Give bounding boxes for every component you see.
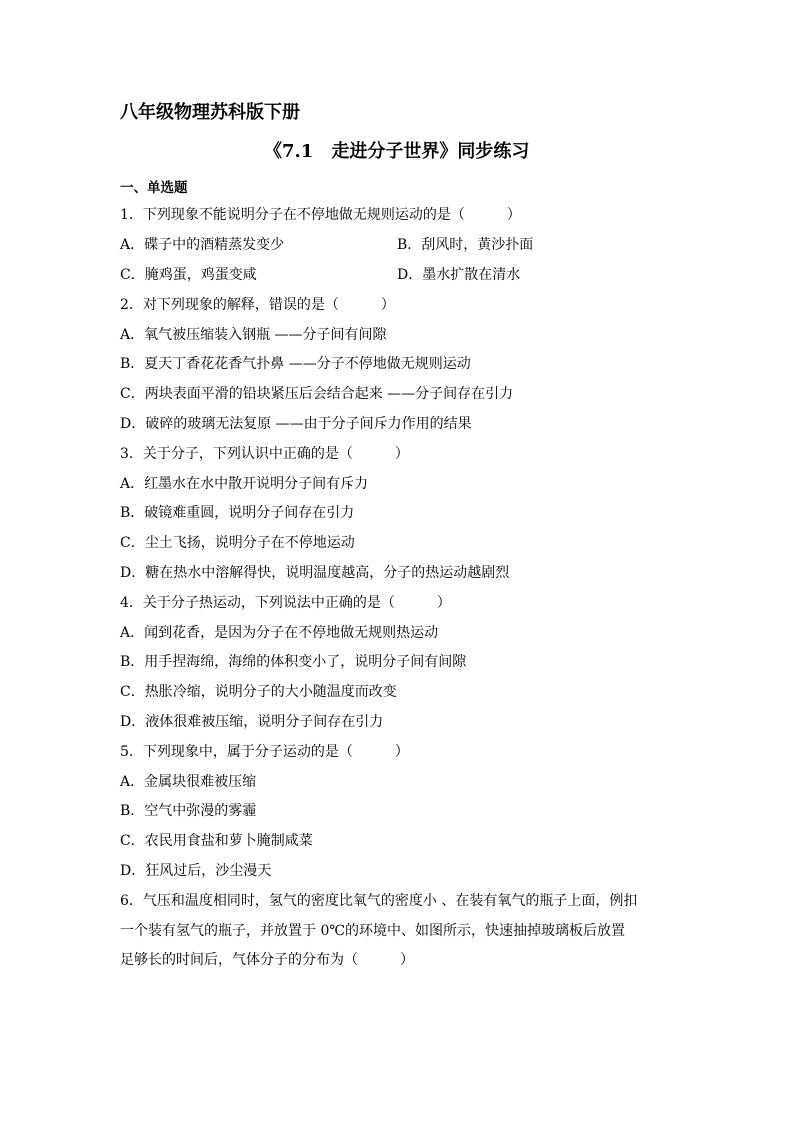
question-4-option-c: C．热胀冷缩，说明分子的大小随温度而改变	[120, 684, 397, 700]
question-1-option-b: B．刮风时，黄沙扑面	[397, 237, 534, 253]
question-1-option-c: C．腌鸡蛋，鸡蛋变咸	[120, 267, 257, 283]
question-4-option-d: D．液体很难被压缩，说明分子间存在引力	[120, 714, 384, 730]
question-6-stem-line-1: 6．气压和温度相同时，氢气的密度比氧气的密度小 、在装有氧气的瓶子上面，例扣	[120, 893, 638, 909]
question-5-option-c: C．农民用食盐和萝卜腌制咸菜	[120, 833, 313, 849]
question-2-option-a: A．氧气被压缩装入钢瓶 ——分子间有间隙	[120, 327, 387, 343]
grade-title: 八年级物理苏科版下册	[120, 102, 300, 123]
question-1-stem: 1．下列现象不能说明分子在不停地做无规则运动的是（ ）	[120, 207, 521, 223]
question-4-option-b: B．用手捏海绵，海绵的体积变小了，说明分子间有间隙	[120, 654, 467, 670]
question-6-stem-line-3: 足够长的时间后，气体分子的分布为（ ）	[120, 952, 414, 968]
question-3-option-a: A．红墨水在水中散开说明分子间有斥力	[120, 476, 369, 492]
question-5-option-a: A．金属块很难被压缩	[120, 774, 257, 790]
section-title: 一、单选题	[120, 180, 188, 196]
question-5-option-b: B．空气中弥漫的雾霾	[120, 803, 257, 819]
question-1-option-d: D．墨水扩散在清水	[397, 267, 521, 283]
question-4-option-a: A．闻到花香，是因为分子在不停地做无规则热运动	[120, 625, 439, 641]
question-5-option-d: D．狂风过后，沙尘漫天	[120, 863, 272, 879]
question-3-option-b: B．破镜难重圆，说明分子间存在引力	[120, 505, 355, 521]
question-2-option-b: B．夏天丁香花花香气扑鼻 ——分子不停地做无规则运动	[120, 356, 471, 372]
question-1-option-a: A．碟子中的酒精蒸发变少	[120, 237, 285, 253]
question-3-stem: 3．关于分子，下列认识中正确的是（ ）	[120, 446, 409, 462]
question-2-option-c: C．两块表面平滑的铅块紧压后会结合起来 ——分子间存在引力	[120, 386, 514, 402]
question-2-stem: 2．对下列现象的解释，错误的是（ ）	[120, 297, 395, 313]
question-4-stem: 4．关于分子热运动，下列说法中正确的是（ ）	[120, 595, 451, 611]
question-5-stem: 5．下列现象中，属于分子运动的是（ ）	[120, 744, 409, 760]
question-2-option-d: D．破碎的玻璃无法复原 ——由于分子间斥力作用的结果	[120, 416, 472, 432]
question-3-option-c: C．尘土飞扬，说明分子在不停地运动	[120, 535, 355, 551]
question-3-option-d: D．糖在热水中溶解得快，说明温度越高，分子的热运动越剧烈	[120, 565, 510, 581]
lesson-title: 《7.1 走进分子世界》同步练习	[264, 141, 530, 162]
question-6-stem-line-2: 一个装有氢气的瓶子，并放置于 0℃的环境中、如图所示，快速抽掉玻璃板后放置	[120, 923, 626, 939]
